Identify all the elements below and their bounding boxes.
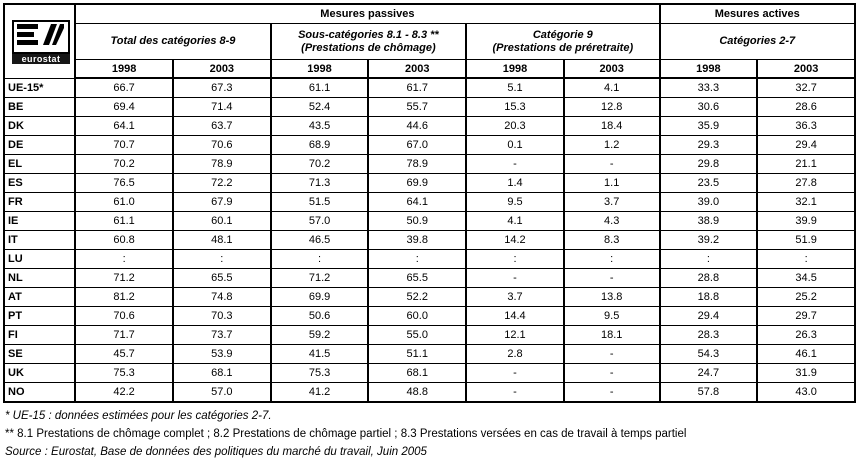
year-header-row <box>4 60 855 79</box>
value-cell: 41.5 <box>271 345 369 364</box>
value-cell: 50.6 <box>271 307 369 326</box>
value-cell: 39.2 <box>660 231 758 250</box>
value-cell: 48.8 <box>368 383 466 403</box>
value-cell: 55.7 <box>368 98 466 117</box>
year-header: 1998 <box>466 60 564 79</box>
table-row <box>4 250 855 269</box>
value-cell: 23.5 <box>660 174 758 193</box>
country-code: AT <box>4 288 75 307</box>
value-cell: 70.6 <box>173 136 271 155</box>
value-cell: 67.9 <box>173 193 271 212</box>
value-cell: 55.0 <box>368 326 466 345</box>
value-cell: 75.3 <box>75 364 173 383</box>
value-cell: 78.9 <box>368 155 466 174</box>
value-cell: 46.1 <box>757 345 855 364</box>
group-subtitle: (Prestations de préretraite) <box>492 41 634 54</box>
table-row <box>4 364 855 383</box>
value-cell: 29.7 <box>757 307 855 326</box>
table-row <box>4 155 855 174</box>
table-row <box>4 288 855 307</box>
value-cell: 65.5 <box>368 269 466 288</box>
value-cell: 15.3 <box>466 98 564 117</box>
group-categories-2-7 <box>660 24 855 60</box>
value-cell: 42.2 <box>75 383 173 403</box>
value-cell: - <box>564 269 660 288</box>
value-cell: 71.4 <box>173 98 271 117</box>
value-cell: 64.1 <box>368 193 466 212</box>
footnote-source: Source : Eurostat, Base de données des politiques du marché du travail, Juin 2005 <box>5 446 427 458</box>
value-cell: - <box>466 269 564 288</box>
group-title: Sous-catégories 8.1 - 8.3 ** <box>298 28 439 41</box>
value-cell: 24.7 <box>660 364 758 383</box>
value-cell: 39.8 <box>368 231 466 250</box>
value-cell: 76.5 <box>75 174 173 193</box>
value-cell: 65.5 <box>173 269 271 288</box>
table-row <box>4 307 855 326</box>
country-code: DK <box>4 117 75 136</box>
table-row <box>4 78 855 98</box>
country-code: IE <box>4 212 75 231</box>
value-cell: 14.2 <box>466 231 564 250</box>
value-cell: 4.3 <box>564 212 660 231</box>
value-cell: 69.4 <box>75 98 173 117</box>
country-code: NO <box>4 383 75 403</box>
group-total-categories-8-9 <box>75 24 270 60</box>
value-cell: 71.7 <box>75 326 173 345</box>
eurostat-logo-cell <box>4 4 75 78</box>
value-cell: 71.2 <box>271 269 369 288</box>
value-cell: 1.4 <box>466 174 564 193</box>
country-code: PT <box>4 307 75 326</box>
value-cell: 53.9 <box>173 345 271 364</box>
value-cell: 32.7 <box>757 78 855 98</box>
year-header: 2003 <box>368 60 466 79</box>
value-cell: 43.5 <box>271 117 369 136</box>
year-header: 1998 <box>271 60 369 79</box>
value-cell: 18.4 <box>564 117 660 136</box>
country-code: DE <box>4 136 75 155</box>
measures-header-row <box>4 4 855 24</box>
value-cell: 25.2 <box>757 288 855 307</box>
value-cell: 61.0 <box>75 193 173 212</box>
value-cell: 1.2 <box>564 136 660 155</box>
header-mesures-passives: Mesures passives <box>75 4 659 24</box>
value-cell: 71.2 <box>75 269 173 288</box>
value-cell: : <box>173 250 271 269</box>
lmp-statistics-table <box>3 3 856 403</box>
group-title: Catégories 2-7 <box>719 35 796 47</box>
value-cell: 21.1 <box>757 155 855 174</box>
value-cell: 43.0 <box>757 383 855 403</box>
value-cell: 73.7 <box>173 326 271 345</box>
year-header: 2003 <box>757 60 855 79</box>
value-cell: 70.6 <box>75 307 173 326</box>
value-cell: 66.7 <box>75 78 173 98</box>
value-cell: : <box>660 250 758 269</box>
table-row <box>4 231 855 250</box>
table-row <box>4 98 855 117</box>
group-title: Total des catégories 8-9 <box>110 35 236 47</box>
value-cell: 57.8 <box>660 383 758 403</box>
value-cell: 52.4 <box>271 98 369 117</box>
value-cell: : <box>368 250 466 269</box>
country-code: UE-15* <box>4 78 75 98</box>
value-cell: 70.7 <box>75 136 173 155</box>
value-cell: 27.8 <box>757 174 855 193</box>
value-cell: 74.8 <box>173 288 271 307</box>
footnotes <box>3 403 856 461</box>
value-cell: 0.1 <box>466 136 564 155</box>
year-header: 2003 <box>173 60 271 79</box>
value-cell: 69.9 <box>368 174 466 193</box>
value-cell: 20.3 <box>466 117 564 136</box>
value-cell: 71.3 <box>271 174 369 193</box>
table-row <box>4 193 855 212</box>
value-cell: 61.7 <box>368 78 466 98</box>
value-cell: 33.3 <box>660 78 758 98</box>
value-cell: 3.7 <box>466 288 564 307</box>
eurostat-logo <box>12 20 72 64</box>
value-cell: 26.3 <box>757 326 855 345</box>
table-row <box>4 136 855 155</box>
value-cell: 51.5 <box>271 193 369 212</box>
value-cell: 12.8 <box>564 98 660 117</box>
footnote-ue15: * UE-15 : données estimées pour les catégories 2-7. <box>5 410 272 422</box>
value-cell: 4.1 <box>564 78 660 98</box>
value-cell: 41.2 <box>271 383 369 403</box>
year-header: 1998 <box>75 60 173 79</box>
value-cell: 54.3 <box>660 345 758 364</box>
value-cell: - <box>466 155 564 174</box>
value-cell: 38.9 <box>660 212 758 231</box>
country-code: EL <box>4 155 75 174</box>
value-cell: 60.8 <box>75 231 173 250</box>
year-header: 1998 <box>660 60 758 79</box>
value-cell: 68.1 <box>173 364 271 383</box>
header-mesures-actives: Mesures actives <box>660 4 855 24</box>
value-cell: : <box>75 250 173 269</box>
table-row <box>4 326 855 345</box>
country-code: ES <box>4 174 75 193</box>
eurostat-logo-icon <box>12 20 70 54</box>
eurostat-logo-label: eurostat <box>12 54 70 64</box>
table-row <box>4 345 855 364</box>
table-body <box>4 78 855 402</box>
value-cell: 68.9 <box>271 136 369 155</box>
value-cell: 30.6 <box>660 98 758 117</box>
value-cell: 29.4 <box>757 136 855 155</box>
country-code: FI <box>4 326 75 345</box>
value-cell: 4.1 <box>466 212 564 231</box>
group-categorie-9 <box>466 24 659 60</box>
value-cell: 44.6 <box>368 117 466 136</box>
value-cell: 46.5 <box>271 231 369 250</box>
value-cell: 61.1 <box>271 78 369 98</box>
value-cell: 57.0 <box>173 383 271 403</box>
value-cell: - <box>564 345 660 364</box>
value-cell: 28.6 <box>757 98 855 117</box>
table-row <box>4 117 855 136</box>
value-cell: 28.8 <box>660 269 758 288</box>
value-cell: 9.5 <box>564 307 660 326</box>
country-code: BE <box>4 98 75 117</box>
value-cell: 48.1 <box>173 231 271 250</box>
group-subtitle: (Prestations de chômage) <box>301 41 436 54</box>
value-cell: 2.8 <box>466 345 564 364</box>
value-cell: - <box>466 383 564 403</box>
value-cell: 70.2 <box>75 155 173 174</box>
value-cell: 29.4 <box>660 307 758 326</box>
value-cell: 69.9 <box>271 288 369 307</box>
country-code: LU <box>4 250 75 269</box>
value-cell: 18.1 <box>564 326 660 345</box>
country-code: FR <box>4 193 75 212</box>
value-cell: 45.7 <box>75 345 173 364</box>
value-cell: 51.9 <box>757 231 855 250</box>
value-cell: 57.0 <box>271 212 369 231</box>
value-cell: 14.4 <box>466 307 564 326</box>
value-cell: 70.3 <box>173 307 271 326</box>
value-cell: 52.2 <box>368 288 466 307</box>
value-cell: 35.9 <box>660 117 758 136</box>
table-row <box>4 383 855 403</box>
value-cell: 50.9 <box>368 212 466 231</box>
value-cell: 29.3 <box>660 136 758 155</box>
value-cell: 68.1 <box>368 364 466 383</box>
value-cell: 18.8 <box>660 288 758 307</box>
value-cell: 70.2 <box>271 155 369 174</box>
group-header-row <box>4 24 855 60</box>
value-cell: 64.1 <box>75 117 173 136</box>
value-cell: 67.0 <box>368 136 466 155</box>
group-title: Catégorie 9 <box>532 28 593 41</box>
value-cell: - <box>564 364 660 383</box>
value-cell: 12.1 <box>466 326 564 345</box>
value-cell: : <box>271 250 369 269</box>
value-cell: 34.5 <box>757 269 855 288</box>
value-cell: - <box>466 364 564 383</box>
year-header: 2003 <box>564 60 660 79</box>
value-cell: : <box>757 250 855 269</box>
value-cell: 60.1 <box>173 212 271 231</box>
value-cell: 81.2 <box>75 288 173 307</box>
value-cell: 36.3 <box>757 117 855 136</box>
value-cell: 3.7 <box>564 193 660 212</box>
value-cell: 9.5 <box>466 193 564 212</box>
country-code: SE <box>4 345 75 364</box>
value-cell: 5.1 <box>466 78 564 98</box>
value-cell: - <box>564 155 660 174</box>
value-cell: 72.2 <box>173 174 271 193</box>
value-cell: - <box>564 383 660 403</box>
value-cell: 59.2 <box>271 326 369 345</box>
value-cell: 51.1 <box>368 345 466 364</box>
value-cell: 1.1 <box>564 174 660 193</box>
table-row <box>4 269 855 288</box>
value-cell: 67.3 <box>173 78 271 98</box>
value-cell: 39.0 <box>660 193 758 212</box>
value-cell: 63.7 <box>173 117 271 136</box>
country-code: IT <box>4 231 75 250</box>
value-cell: 8.3 <box>564 231 660 250</box>
value-cell: 75.3 <box>271 364 369 383</box>
table-row <box>4 174 855 193</box>
table-row <box>4 212 855 231</box>
group-sous-categories-8-1-8-3 <box>271 24 466 60</box>
value-cell: 28.3 <box>660 326 758 345</box>
value-cell: : <box>564 250 660 269</box>
footnote-subcategories: ** 8.1 Prestations de chômage complet ; 8.2 Prestations de chômage partiel ; 8.3 Prestations versées en cas de travail à temps partiel <box>5 428 687 440</box>
value-cell: 61.1 <box>75 212 173 231</box>
value-cell: 39.9 <box>757 212 855 231</box>
value-cell: 32.1 <box>757 193 855 212</box>
value-cell: 60.0 <box>368 307 466 326</box>
value-cell: 13.8 <box>564 288 660 307</box>
value-cell: 78.9 <box>173 155 271 174</box>
value-cell: : <box>466 250 564 269</box>
value-cell: 29.8 <box>660 155 758 174</box>
country-code: UK <box>4 364 75 383</box>
value-cell: 31.9 <box>757 364 855 383</box>
country-code: NL <box>4 269 75 288</box>
